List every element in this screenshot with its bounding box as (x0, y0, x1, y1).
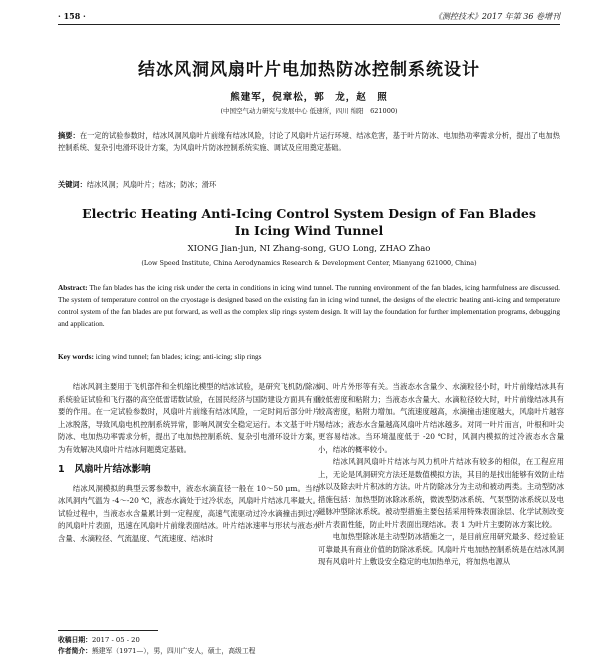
journal-name: 《测控技术》2017 年第 36 卷增刊 (433, 12, 560, 21)
authors-english: XIONG Jian-jun, NI Zhang-song, GUO Long, ZHAO Zhao (187, 244, 431, 254)
section-1-paragraph: 结冰风洞模拟的典型云雾参数中，液态水滴直径一般在 10～50 μm。当结冰风洞内气温为 -4～-20 ℃，液态水滴处于过冷状态，风扇叶片结冰几率最大。试验过程中，当液态水含量累计到一定程度，高速气流驱动过冷水滴撞击到过冷的风扇叶片表面，迅速在风扇叶片前缘表面结冰。叶片结冰速率与形状与液态水含量、水滴粒径、气流温度、气流速度、结冰时 (58, 483, 320, 543)
title-english-line1: Electric Heating Anti-Icing Control System Design of Fan Blades (82, 206, 536, 221)
affiliation-english: (Low Speed Institute, China Aerodynamics Research & Development Center, Mianyang 621000, China) (141, 259, 477, 267)
keywords-chinese-label: 关键词： (58, 180, 87, 189)
keywords-chinese (58, 180, 560, 190)
right-paragraph-2: 结冰风洞风扇叶片结冰与风力机叶片结冰有较多的相似，在工程应用上，无论是风洞研究方法还是数值模拟方法，其目的是找出能够有效防止结冰以及除去叶片积冰的方法。叶片防除冰分为主动和被动两类。主动型防冰措施包括：加热型防冰除冰系统，微波型防冰系统、气泵型防冰系统以及电磁脉冲型除冰系统。被动型措施主要包括采用特殊表面涂层、化学试剂改变叶片表面性能，防止叶片表面出现结冰。表 1 为叶片主要防冰方案比较。 (318, 457, 564, 529)
keywords-english-text: icing wind tunnel; fan blades; icing; anti-icing; slip rings (95, 352, 262, 361)
section-1-title: 风扇叶片结冰影响 (74, 464, 151, 475)
abstract-chinese-label: 摘要： (58, 131, 80, 140)
page-number: · 158 · (58, 11, 86, 21)
intro-paragraph: 结冰风洞主要用于飞机部件和全机缩比模型的结冰试验，是研究飞机防/除冰系统验证试验和飞行器的高空低雷诺数试验，在国民经济与国防建设方面具有重要的作用。在一定试验参数时，风扇叶片前缘有结冰风险，一定时间后部分叶片上冰脱落，导致风扇电机控制系统异常，影响风洞安全稳定运行。本文基于叶片防冰、电加热功率需求分析，提出了电加热控制系统、复杂引电滑环设计方案，为有效解决风扇叶片结冰问题奠定基础。 (58, 382, 320, 454)
received-date: 2017 - 05 - 20 (91, 636, 140, 644)
title-chinese: 结冰风洞风扇叶片电加热防冰控制系统设计 (138, 60, 480, 80)
right-paragraph-1: 间、叶片外形等有关。当液态水含量少、水滴粒径小时，叶片前缘结冰具有较低密度和粘附力；当液态水含量大、水滴粒径较大时，叶片前缘结冰具有较高密度，粘附力增加。气流速度越高，水滴撞击速度越大，风扇叶片越容易结冰；液态水含量越高风扇叶片结冰越多。对同一叶片而言，叶根和叶尖更容易结冰。当环境温度低于 -20 ℃时，风洞内模拟的过冷液态水含量小，结冰的概率较小。 (318, 382, 564, 454)
right-paragraph-3: 电加热型除冰是主动型防冰措施之一，是目前应用研究最多、经过验证可靠最具有商业价值的防除冰系统。风扇叶片电加热控制系统是在结冰风洞现有风扇叶片上敷设安全稳定的电加热单元，将加热电源从 (318, 532, 564, 566)
abstract-english-text: The fan blades has the icing risk under the certa in conditions in icing wind tunnel. The running environment of the fan blades, icing harmfulness are discussed. The system of temperature control on the cryostage is designed based on the existing fan in icing wind tunnel, the designs of the electric heating anti-icing and temperature control system of the fan blades are put forward, as well as the complex slip rings system design. It will lay the foundation for further implementation programs, debugging and application. (58, 283, 560, 328)
abstract-chinese-text: 在一定的试验参数时，结冰风洞风扇叶片前缘有结冰风险，讨论了风扇叶片运行环境、结冰危害，基于叶片防冰、电加热功率需求分析，提出了电加热控制系统、复杂引电滑环设计方案，为风扇叶片防冰控制系统实施、调试及应用奠定基础。 (58, 131, 560, 152)
section-1-heading (58, 464, 320, 477)
body-column-left (58, 381, 320, 545)
abstract-english-label: Abstract: (58, 283, 88, 292)
keywords-english (58, 352, 560, 361)
section-1-number: 1 (58, 464, 65, 475)
author-bio-label: 作者简介： (58, 647, 92, 655)
authors-chinese: 熊建军，倪章松，郭 龙，赵 照 (230, 92, 388, 103)
footnote-received (58, 635, 320, 646)
running-header (58, 10, 560, 24)
title-english-line2: In Icing Wind Tunnel (234, 223, 384, 238)
body-column-right (318, 381, 564, 569)
footnote (58, 635, 320, 657)
footnote-author (58, 646, 320, 657)
keywords-english-label: Key words: (58, 352, 94, 361)
affiliation-chinese: (中国空气动力研究与发展中心 低速所，四川 绵阳 621000) (220, 107, 398, 115)
abstract-english (58, 282, 560, 330)
author-bio: 熊建军（1971—），男，四川广安人，硕士，高级工程 (91, 647, 256, 655)
keywords-chinese-text: 结冰风洞；风扇叶片；结冰；防冰；滑环 (86, 180, 217, 189)
header-rule (58, 24, 560, 25)
abstract-chinese (58, 130, 560, 154)
received-label: 收稿日期： (58, 636, 92, 644)
footnote-rule (58, 630, 158, 631)
title-english (58, 205, 560, 239)
